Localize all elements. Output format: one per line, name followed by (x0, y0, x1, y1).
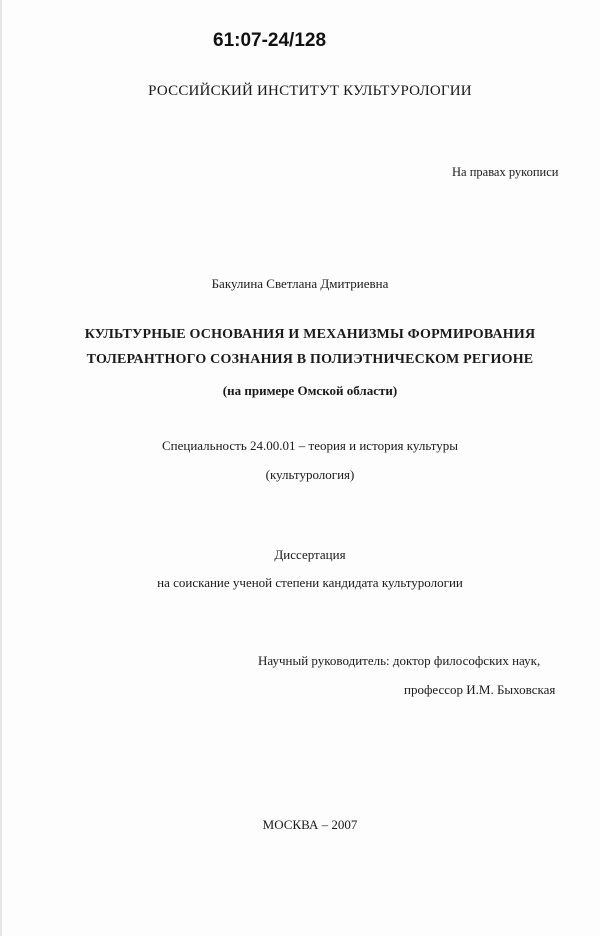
specialty-line: Специальность 24.00.01 – теория и история культуры (161, 438, 459, 453)
city-year: МОСКВА – 2007 (262, 817, 358, 832)
author-name: Бакулина Светлана Дмитриевна (211, 276, 389, 291)
catalog-code: 61:07-24/128 (213, 30, 327, 51)
manuscript-rights-note: На правах рукописи (452, 165, 559, 179)
title-line-2: ТОЛЕРАНТНОГО СОЗНАНИЯ В ПОЛИЭТНИЧЕСКОМ РЕГИОНЕ (86, 352, 534, 367)
title-subtitle: (на примере Омской области) (222, 383, 398, 398)
degree-description: на соискание ученой степени кандидата культурологии (157, 575, 463, 590)
dissertation-label: Диссертация (274, 547, 346, 562)
supervisor-line-1: Научный руководитель: доктор философских наук, (258, 653, 541, 668)
institute-name: РОССИЙСКИЙ ИНСТИТУТ КУЛЬТУРОЛОГИИ (148, 83, 472, 99)
supervisor-line-2: профессор И.М. Быховская (404, 682, 556, 697)
title-line-1: КУЛЬТУРНЫЕ ОСНОВАНИЯ И МЕХАНИЗМЫ ФОРМИРОВАНИЯ (84, 327, 536, 342)
page-edge (0, 0, 2, 936)
specialty-field: (культурология) (265, 467, 355, 482)
